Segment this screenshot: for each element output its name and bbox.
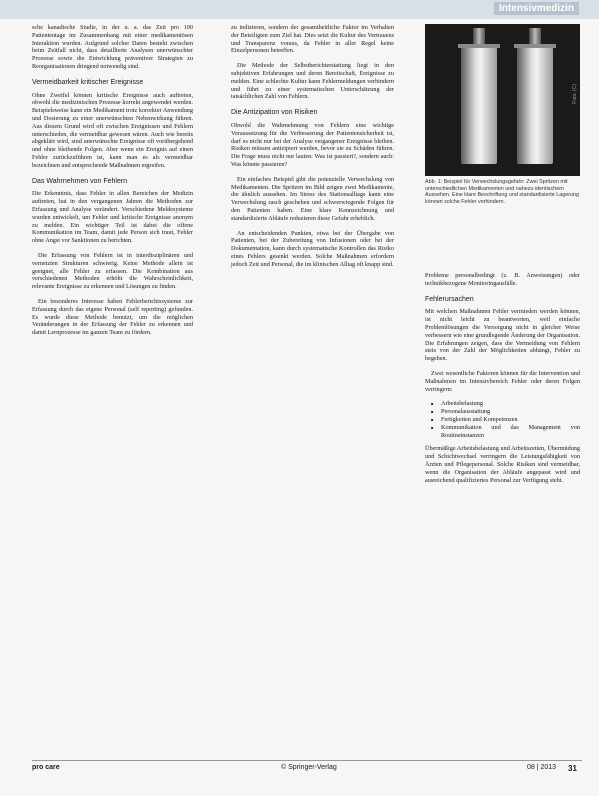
text-column-2	[231, 24, 394, 276]
section-heading: Das Wahrnehmen von Fehlern	[32, 177, 128, 185]
list-item: ■ Arbeitsbelastung	[435, 400, 580, 408]
paragraph: Die Methode der Selbstberichterstattung liegt in den subjektiven Erfahrungen und deren Bereitschaft, Ereignisse zu melden. Eine schlechte Kultur kann Fehlermeldungen verhindern und führt zu einer systematischen Unterschätzung der tatsächlichen Zahl von Fehlern.	[231, 62, 394, 101]
section-heading: Fehlerursachen	[425, 295, 474, 303]
issue-number: 08 | 2013	[527, 764, 557, 771]
paragraph: Ohne Zweifel können kritische Ereignisse auch auftreten, obwohl die medizinischen Prozesse korrekt angewendet werden. Beispielsweise kann ein Medikament trotz korrekter Anwendung und Dosierung zu einer unerwünschten Nebenwirkung führen. Aus diesem Grund wird oft zwischen Ereignissen und Fehlern unterschieden, die vermeidbar gewesen wären. Auch wie bereits abgeklärt wird, sind unerwünschte Ereignisse oft vorübergehend und ohne bleibende Folgen. Aber wenn ein Ereignis auf einen Fehler zurückzuführen ist, kann man es als vermeidbar bezeichnen und entsprechende Maßnahmen ergreifen.	[32, 91, 193, 169]
paragraph: Zwei wesentliche Faktoren können für die Intervention und Maßnahmen im Intensivbereich Fehler oder deren Folgen verringern:	[425, 369, 580, 393]
figure-caption: Abb. 1: Beispiel für Verwechslungsgefahr: Zwei Spritzen mit unterschiedlichen Medikamenten und nahezu identischem Aussehen. Eine klare Beschriftung und standardisierte Lagerung können solche Fehler verhindern.	[425, 179, 580, 205]
paragraph: An entscheidenden Punkten, etwa bei der Übergabe von Patienten, bei der Zubereitung von Infusionen oder bei der Dokumentation, kann durch systematische Kontrollen das Risiko eines Fehlers gesenkt werden. Solche Maßnahmen erfordern jedoch Zeit und Personal, die im klinischen Alltag oft knapp sind.	[231, 229, 394, 268]
paragraph: Probleme personalbedingt (z. B. Anweisungen) oder technikbezogene Monitoringausfälle.	[425, 272, 580, 287]
section-heading: Die Antizipation von Risiken	[231, 109, 318, 117]
paragraph: Übermäßige Arbeitsbelastung und Arbeitszeiten, Übermüdung und Schichtwechsel verringern die Leistungsfähigkeit von Ärzten und Pflegepersonal. Solche Risiken sind vermeidbar, wenn die Organisation der Abläufe angepasst wird und ausreichend qualifiziertes Personal zur Verfügung steht.	[425, 445, 580, 484]
paragraph: Die Erkenntnis, dass Fehler in allen Bereichen der Medizin auftreten, hat in den vergangenen Jahren die Methoden zur Erfassung und Analyse verändert. Verschiedene Meldesysteme wurden entwickelt, um Fehler und kritische Ereignisse anonym zu melden. Ein wichtiger Teil ist dabei die offene Kommunikation im Team, damit jede Person sich traut, Fehler ohne Angst vor Sanktionen zu berichten.	[32, 190, 193, 245]
section-title: Intensivmedizin	[494, 2, 579, 15]
paragraph: Obwohl die Wahrnehmung von Fehlern eine wichtige Voraussetzung für die Verbesserung der Patientensicherheit ist, darf es nicht nur bei der Analyse vergangener Ereignisse bleiben. Risiken müssen antizipiert werden, bevor sie zu Schäden führen. Die Frage muss nicht nur lauten: Was ist passiert?, sondern auch: Was könnte passieren?	[231, 121, 394, 168]
page-footer	[32, 764, 582, 774]
paragraph: Ein einfaches Beispiel gibt die potenzielle Verwechslung von Medikamenten. Die Spritzen im Bild zeigen zwei Medikamente, die ähnlich aussehen. Im Stress des Stationsalltags kann eine Verwechslung rasch geschehen und schwerwiegende Folgen für den Patienten haben. Eine klare Kennzeichnung und standardisierte Abläufe reduzieren diese Gefahr erheblich.	[231, 175, 394, 222]
journal-name: pro care	[32, 764, 60, 771]
list-item: ■ Kommunikation und das Management von Routineinstanzen	[435, 424, 580, 440]
footer-rule	[32, 760, 582, 761]
bullet-list	[425, 400, 580, 439]
syringe-image	[517, 46, 553, 164]
paragraph: zu indizieren, sondern der gesamtheitliche Faktor im Verhalten der Beteiligten zum Ziel hat. Dies setzt die Kultur des Vertrauens und Transparenz voraus, da Fehler in aller Regel keine Einzelpersonen betreffen.	[231, 24, 394, 55]
text-column-1	[32, 24, 193, 344]
paragraph: Mit welchen Maßnahmen Fehler vermieden werden können, ist nicht leicht zu beantworten, weil einfache Problemlösungen die Versorgung nicht in gleicher Weise verbessern wie eine grundlegende Änderung der Organisation. Die Erfahrungen zeigen, dass die Vermeidung von Fehlern stets von der Zahl der Möglichkeiten abhängt, Fehler zu begehen.	[425, 308, 580, 363]
section-heading: Vermeidbarkeit kritischer Ereignisse	[32, 78, 144, 86]
paragraph: Ein besonderes Interesse haben Fehlerberichtssysteme zur Erfassung durch das eigene Personal (self reporting) gefunden. Es wurde diese Methode benutzt, um die möglichen Veränderungen in der Erfassung der Fehler zu erkennen und damit Lernprozesse im ganzen Team zu fördern.	[32, 297, 193, 337]
syringe-image	[461, 46, 497, 164]
syringe-photo	[425, 24, 580, 176]
page-header	[0, 0, 599, 19]
paragraph: Die Erfassung von Fehlern ist in interdisziplinären und vernetzten Strukturen schwierig. Keine Methode allein ist geeignet, alle Fehler zu erfassen. Die Kombination aus verschiedenen Methoden erhöht die Wahrscheinlichkeit, relevante Ereignisse zu erkennen und Lösungen zu finden.	[32, 251, 193, 291]
page-number: 31	[568, 764, 577, 773]
publisher-name: © Springer-Verlag	[281, 764, 337, 771]
list-item: ■ Personalausstattung	[435, 408, 580, 416]
photo-credit: Foto: (C)	[572, 84, 578, 104]
text-column-3	[425, 272, 580, 491]
paragraph: sche kanadische Studie, in der u. a. das Zeit pro 100 Patiententage im Zusammenhang mit einer medikamentösen Interaktion wurden. Aufgrund solcher Daten besteht zwischen beim Zeitfall nicht, dass detaillierte Analysen unerwünschter Prozesse sowie die Entwicklung präventiver Strategien zu Reorganisationen dringend notwendig sind.	[32, 24, 193, 70]
list-item: ■ Fertigkeiten und Kompetenzen	[435, 416, 580, 424]
